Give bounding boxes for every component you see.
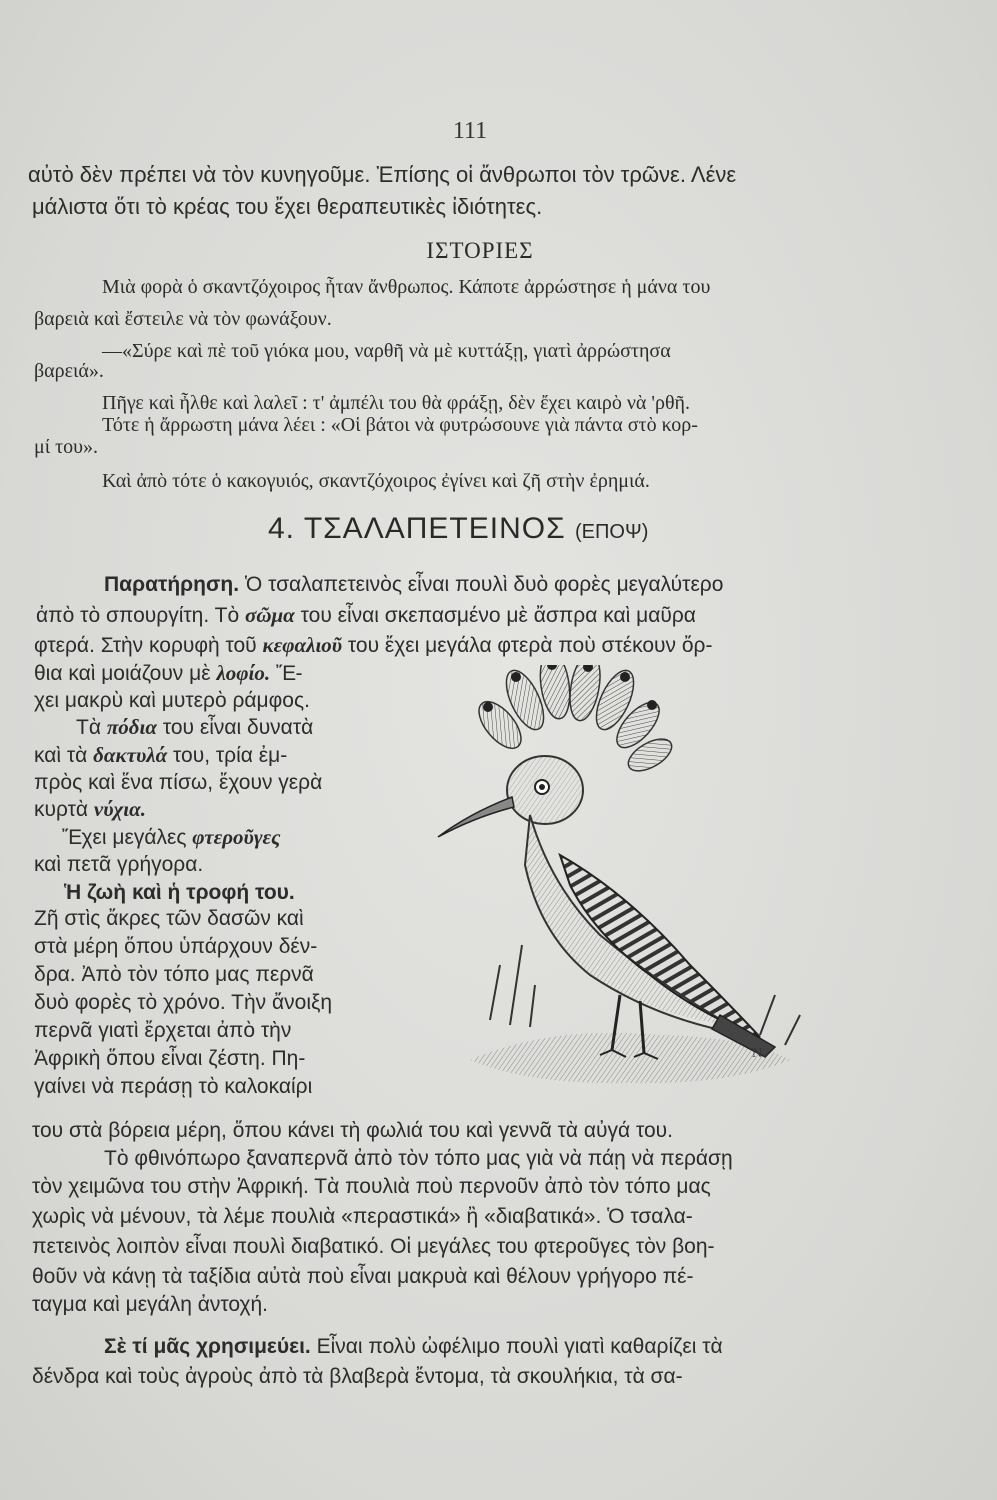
chapter-title: 4. ΤΣΑΛΑΠΕΤΕΙΝΟΣ [268, 512, 566, 545]
obs-line-7 [34, 742, 287, 769]
obs-text-2a: ἀπὸ τὸ σπουργίτη. Τὸ [36, 604, 245, 627]
obs-text-2b: του εἶναι σκεπασμένο μὲ ἄσπρα καὶ μαῦρα [294, 604, 696, 627]
obs-line-5: χει μακρὺ καὶ μυτερὸ ράμφος. [34, 689, 310, 712]
obs-text-3b: του ἔχει μεγάλα φτερὰ ποὺ στέκουν ὄρ- [342, 634, 713, 657]
page-number: 111 [452, 118, 488, 144]
obs-text-3a: φτερά. Στὴν κορυφὴ τοῦ [34, 634, 263, 657]
story-line-5: Πῆγε καὶ ἦλθε καὶ λαλεῖ : τ' ἀμπέλι του θὰ φράξῃ, δὲν ἔχει καιρὸ νὰ 'ρθῆ. [102, 392, 691, 414]
obs-line-2 [36, 602, 696, 629]
life-line-4: δυὸ φορὲς τὸ χρόνο. Τὴν ἄνοιξη [34, 991, 333, 1014]
obs-line-8: πρὸς καὶ ἕνα πίσω, ἔχουν γερὰ [34, 771, 323, 794]
obs-text-1: Ὁ τσαλαπετεινὸς εἶναι πουλὶ δυὸ φορὲς μεγαλύτερο [244, 573, 724, 596]
use-line-1 [104, 1334, 723, 1360]
obs-text-4b: Ἔ- [270, 662, 303, 685]
story-line-6: Τότε ἡ ἄρρωστη μάνα λέει : «Οἱ βάτοι νὰ φυτρώσουνε γιὰ πάντα στὸ κορ- [102, 414, 698, 436]
obs-line-9 [34, 796, 146, 823]
obs-text-6b: του εἶναι δυνατὰ [157, 716, 314, 739]
obs-text-10a: Ἔχει μεγάλες [62, 826, 193, 849]
life-line-5: περνᾶ γιατὶ ἔρχεται ἀπὸ τὴν [34, 1019, 292, 1042]
life-line-10: τὸν χειμῶνα του στὴν Ἀφρική. Τὰ πουλιὰ ποὺ περνοῦν ἀπὸ τὸν τόπο μας [32, 1175, 711, 1198]
obs-line-6 [76, 714, 313, 741]
obs-text-9a: κυρτὰ [34, 798, 94, 821]
life-line-7: γαίνει νὰ περάσῃ τὸ καλοκαίρι [34, 1075, 313, 1098]
keyword-lofio: λοφίο. [216, 661, 271, 685]
life-line-3: δρα. Ἀπὸ τὸν τόπο μας περνᾶ [34, 963, 314, 986]
keyword-fterouges: φτεροῦγες [192, 825, 281, 849]
life-line-2: στὰ μέρη ὅπου ὑπάρχουν δέν- [34, 935, 318, 958]
use-text-1: Εἶναι πολὺ ὠφέλιμο πουλὶ γιατὶ καθαρίζει τὰ [310, 1335, 723, 1358]
obs-text-7a: καὶ τὰ [34, 744, 94, 767]
observation-label: Παρατήρηση. [104, 573, 240, 596]
illustration-signature: N. [752, 1046, 766, 1061]
keyword-daktyla: δακτυλά [93, 743, 168, 767]
keyword-soma: σῶμα [245, 603, 295, 627]
story-line-7: μί του». [34, 436, 99, 458]
obs-text-4a: θια καὶ μοιάζουν μὲ [34, 662, 217, 685]
chapter-heading [268, 512, 648, 546]
intro-line-2: μάλιστα ὅτι τὸ κρέας του ἔχει θεραπευτικὲς ἰδιότητες. [32, 194, 543, 219]
life-line-11: χωρὶς νὰ μένουν, τὰ λέμε πουλιὰ «περαστικά» ἢ «διαβατικά». Ὁ τσαλα- [32, 1205, 693, 1228]
life-line-8: του στὰ βόρεια μέρη, ὅπου κάνει τὴ φωλιά του καὶ γεννᾶ τὰ αὐγά του. [32, 1119, 673, 1142]
life-label-line [64, 880, 295, 906]
story-line-2: βαρειὰ καὶ ἔστειλε νὰ τὸν φωνάξουν. [34, 308, 332, 330]
intro-line-1: αὐτὸ δὲν πρέπει νὰ τὸν κυνηγοῦμε. Ἐπίσης οἱ ἄνθρωποι τὸν τρῶνε. Λένε [28, 162, 737, 187]
life-line-12: πετεινὸς λοιπὸν εἶναι πουλὶ διαβατικό. Οἱ μεγάλες του φτεροῦγες τὸν βοη- [32, 1235, 715, 1258]
stories-heading: ΙΣΤΟΡΙΕΣ [426, 238, 534, 263]
obs-line-10 [62, 824, 281, 851]
life-line-1: Ζῆ στὶς ἄκρες τῶν δασῶν καὶ [34, 907, 304, 930]
story-line-3: —«Σύρε καὶ πὲ τοῦ γιόκα μου, ναρθῆ νὰ μὲ κυττάξῃ, γιατὶ ἀρρώστησα [102, 340, 671, 362]
obs-line-3 [34, 632, 713, 659]
life-line-6: Ἀφρικὴ ὅπου εἶναι ζέστη. Πη- [34, 1047, 306, 1070]
life-label: Ἡ ζωὴ καὶ ἡ τροφή του. [64, 881, 295, 904]
obs-line-4 [34, 660, 302, 687]
obs-text-6a: Τὰ [76, 716, 107, 739]
obs-line-11: καὶ πετᾶ γρήγορα. [34, 853, 204, 876]
keyword-nychia: νύχια. [93, 797, 146, 821]
story-line-4: βαρειά». [34, 360, 104, 382]
story-line-1: Μιὰ φορὰ ὁ σκαντζόχοιρος ἦταν ἄνθρωπος. Κάποτε ἀρρώστησε ἡ μάνα του [102, 276, 711, 298]
obs-line-1 [104, 572, 723, 598]
hoopoe-illustration [430, 665, 830, 1125]
keyword-podia: πόδια [106, 715, 157, 739]
keyword-kefali: κεφαλιοῦ [262, 633, 343, 657]
chapter-subtitle: (ΕΠΟΨ) [574, 521, 649, 543]
life-line-14: ταγμα καὶ μεγάλη ἀντοχή. [32, 1293, 269, 1316]
use-label: Σὲ τί μᾶς χρησιμεύει. [104, 1335, 311, 1358]
story-line-8: Καὶ ἀπὸ τότε ὁ κακογυιός, σκαντζόχοιρος ἐγίνει καὶ ζῆ στὴν ἐρημιά. [102, 470, 650, 492]
life-line-9: Τὸ φθινόπωρο ξαναπερνᾶ ἀπὸ τὸν τόπο μας γιὰ νὰ πάῃ νὰ περάσῃ [104, 1147, 733, 1170]
crest-feathers [471, 665, 677, 777]
life-line-13: θοῦν νὰ κάνῃ τὰ ταξίδια αὐτὰ ποὺ εἶναι μακρυὰ καὶ θέλουν γρήγορο πέ- [32, 1265, 694, 1288]
use-line-2: δένδρα καὶ τοὺς ἀγροὺς ἀπὸ τὰ βλαβερὰ ἔντομα, τὰ σκουλήκια, τὰ σα- [32, 1365, 683, 1388]
obs-text-7b: του, τρία ἐμ- [167, 744, 288, 767]
